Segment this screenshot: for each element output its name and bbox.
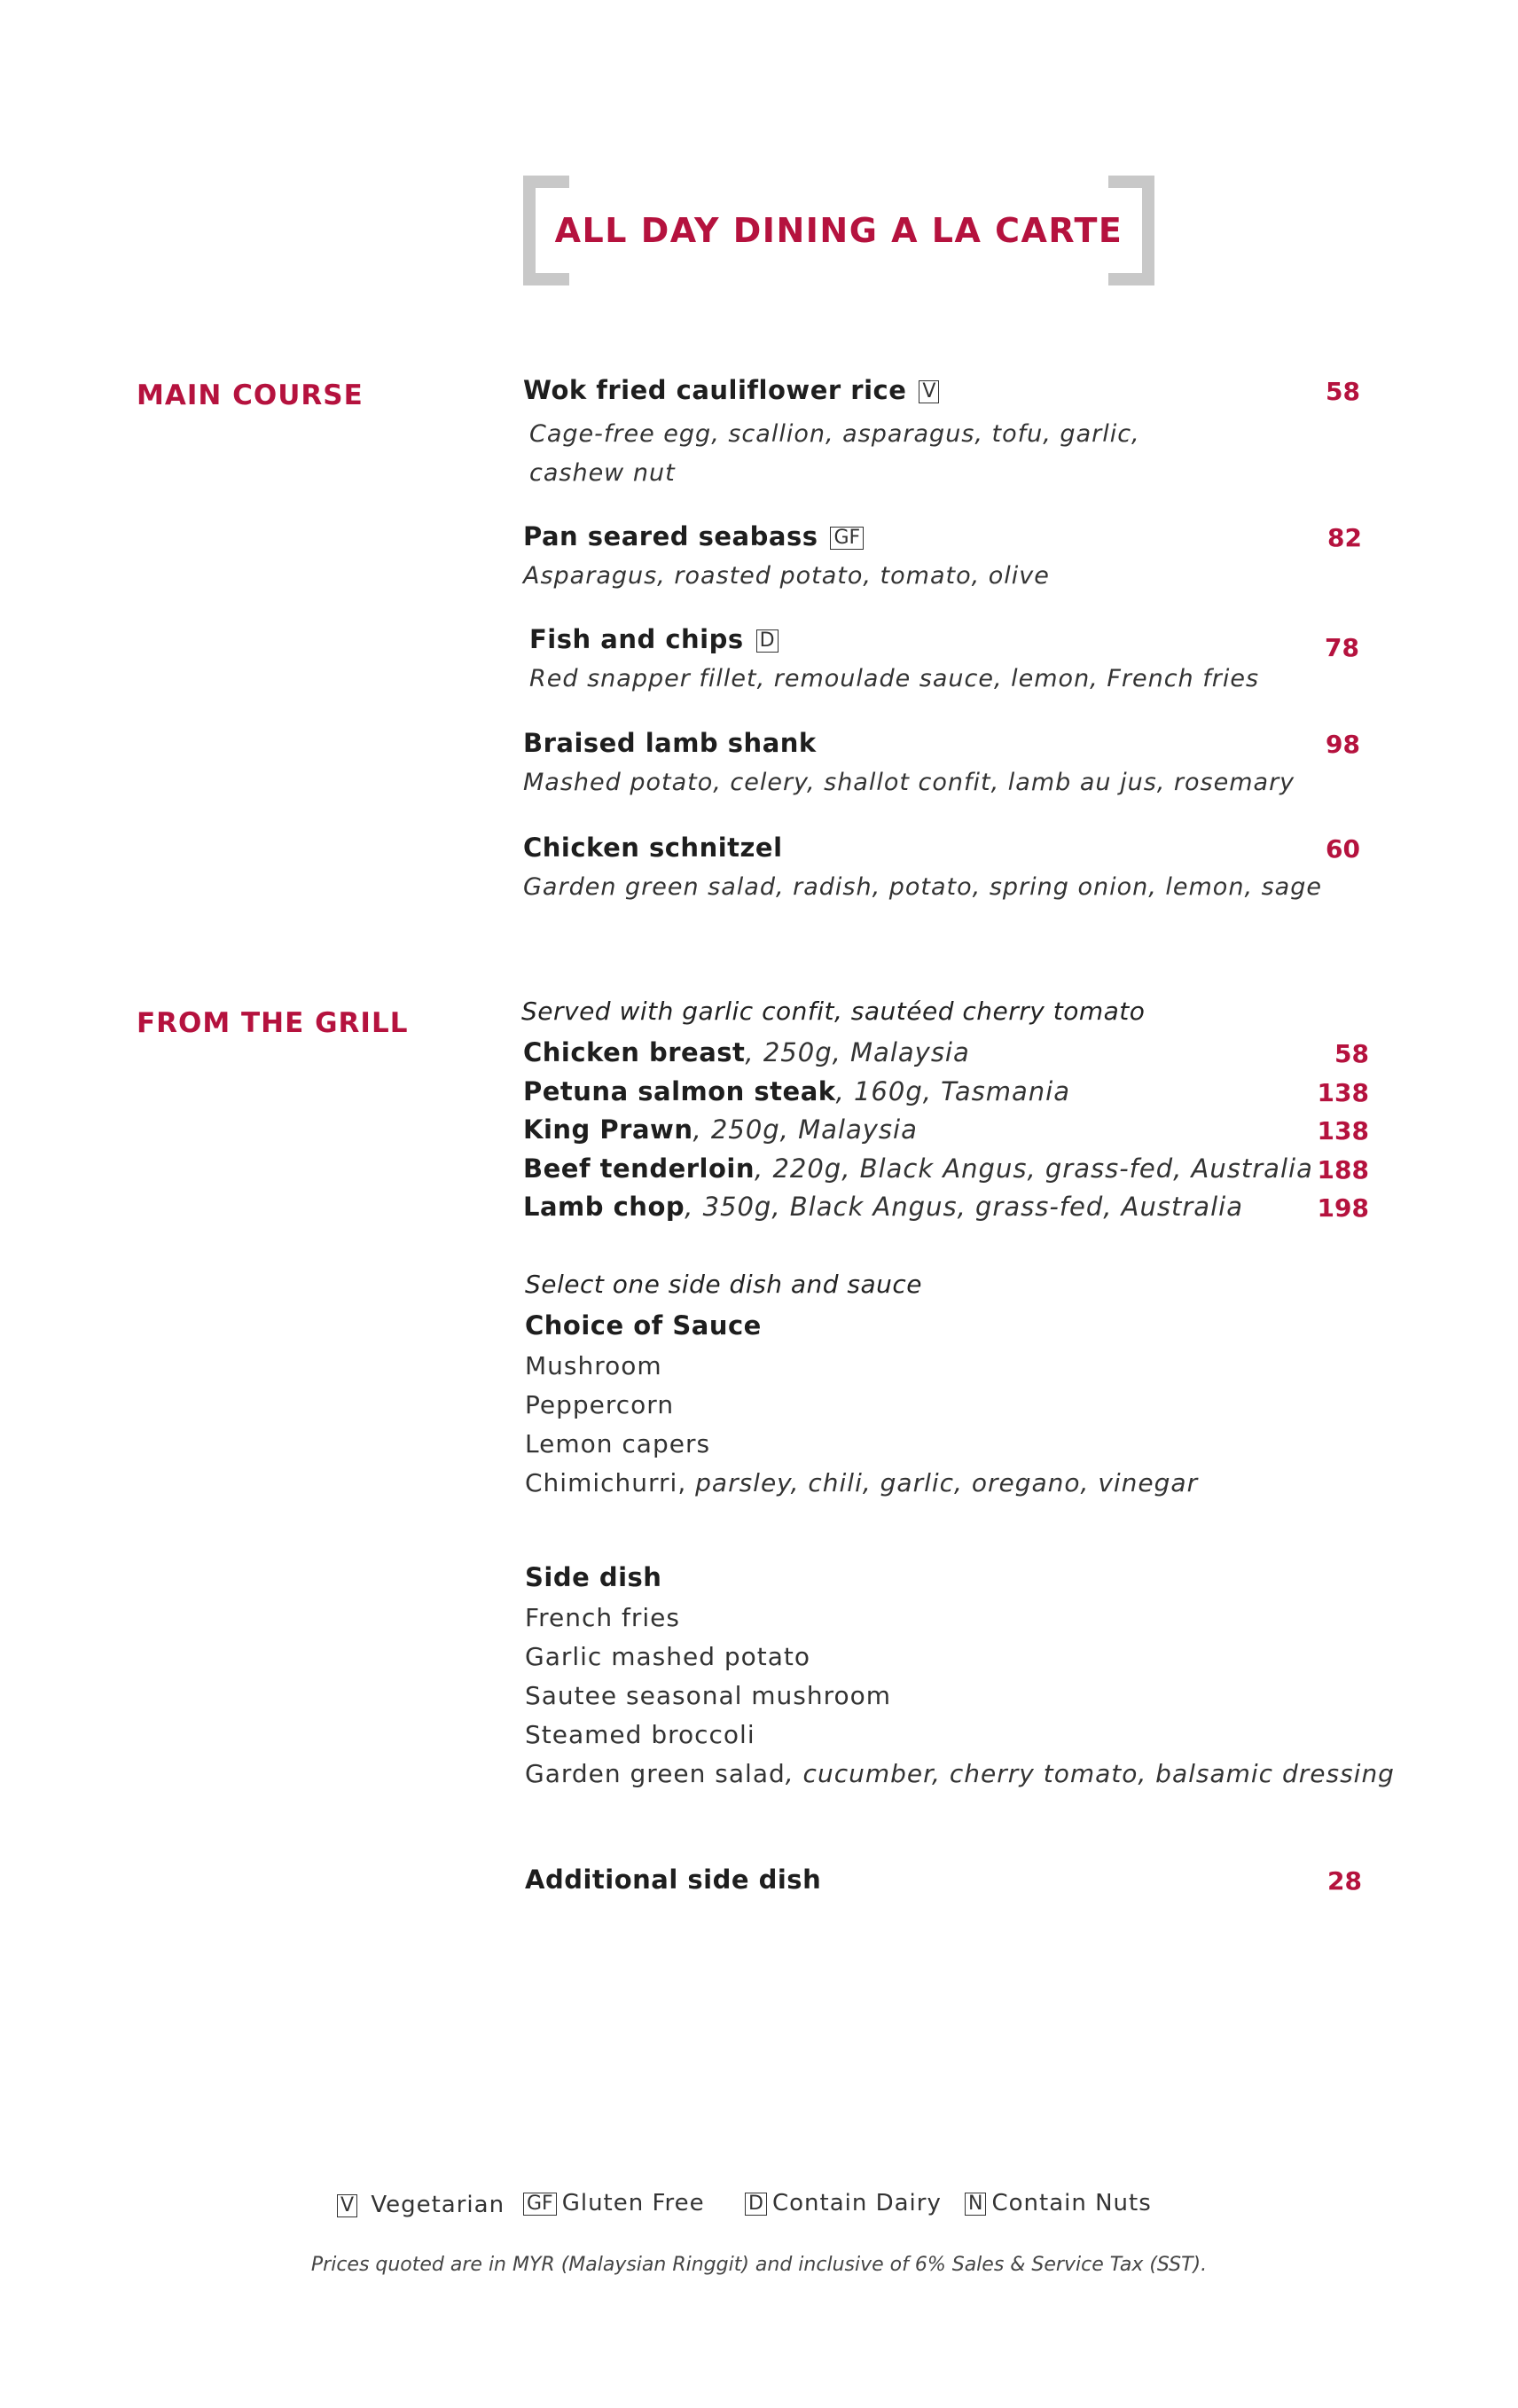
dairy-legend-icon: D bbox=[745, 2193, 767, 2216]
sauce-heading: Choice of Sauce bbox=[525, 1310, 762, 1341]
page-title: ALL DAY DINING A LA CARTE bbox=[554, 211, 1123, 250]
additional-side-dish-label: Additional side dish bbox=[525, 1865, 822, 1895]
dish-name: Fish and chips D bbox=[529, 624, 779, 654]
dish-name: Braised lamb shank bbox=[523, 728, 817, 758]
dairy-badge-icon: D bbox=[756, 629, 779, 653]
dish-description: Asparagus, roasted potato, tomato, olive bbox=[523, 562, 1050, 590]
dish-description: Red snapper fillet, remoulade sauce, lemon, French fries bbox=[529, 665, 1260, 692]
dish-price: 78 bbox=[1325, 633, 1359, 662]
dish-name: Chicken schnitzel bbox=[523, 833, 783, 863]
section-label-from-the-grill: FROM THE GRILL bbox=[137, 1007, 409, 1039]
price-footnote: Prices quoted are in MYR (Malaysian Ringgit) and inclusive of 6% Sales & Service Tax (SST). bbox=[310, 2254, 1208, 2276]
grill-price: 188 bbox=[1317, 1155, 1369, 1184]
gluten-free-legend-icon: GF bbox=[523, 2193, 557, 2216]
legend-contain-nuts: N Contain Nuts bbox=[965, 2190, 1152, 2216]
dish-name: Pan seared seabass GF bbox=[523, 521, 864, 551]
dish-description: Cage-free egg, scallion, asparagus, tofu, garlic, bbox=[529, 420, 1140, 448]
side-dish-option: Steamed broccoli bbox=[525, 1720, 755, 1749]
grill-item: Chicken breast, 250g, Malaysia bbox=[523, 1037, 970, 1067]
dish-price: 58 bbox=[1326, 377, 1360, 406]
dish-price: 60 bbox=[1326, 834, 1360, 864]
menu-title-block bbox=[523, 176, 1154, 285]
section-label-main-course: MAIN COURSE bbox=[137, 379, 364, 411]
dish-price: 82 bbox=[1327, 523, 1362, 552]
dish-price: 98 bbox=[1326, 730, 1360, 759]
dish-description: Mashed potato, celery, shallot confit, lamb au jus, rosemary bbox=[523, 769, 1295, 796]
side-dish-option: Garlic mashed potato bbox=[525, 1642, 811, 1671]
vegetarian-badge-icon: V bbox=[919, 380, 939, 403]
legend-contain-dairy: D Contain Dairy bbox=[745, 2190, 942, 2216]
dish-name: Wok fried cauliflower rice V bbox=[523, 375, 939, 405]
side-dish-heading: Side dish bbox=[525, 1562, 662, 1592]
side-dish-option: Sautee seasonal mushroom bbox=[525, 1681, 892, 1710]
vegetarian-legend-icon: V bbox=[337, 2194, 357, 2217]
grill-item: King Prawn, 250g, Malaysia bbox=[523, 1114, 918, 1145]
grill-price: 58 bbox=[1334, 1039, 1369, 1068]
grill-price: 138 bbox=[1317, 1116, 1369, 1145]
legend-gluten-free: GF Gluten Free bbox=[523, 2190, 705, 2216]
grill-item: Petuna salmon steak, 160g, Tasmania bbox=[523, 1076, 1070, 1106]
sauce-option: Chimichurri, parsley, chili, garlic, oregano, vinegar bbox=[525, 1468, 1199, 1497]
grill-price: 198 bbox=[1317, 1193, 1369, 1223]
sauce-option: Lemon capers bbox=[525, 1429, 711, 1458]
sauce-option: Mushroom bbox=[525, 1351, 662, 1380]
sauce-option: Peppercorn bbox=[525, 1390, 675, 1419]
grill-intro: Served with garlic confit, sautéed cherry tomato bbox=[521, 997, 1146, 1026]
nuts-legend-icon: N bbox=[965, 2193, 986, 2216]
dish-description: cashew nut bbox=[529, 459, 676, 487]
grill-item: Lamb chop, 350g, Black Angus, grass-fed, Australia bbox=[523, 1192, 1243, 1222]
additional-side-dish-price: 28 bbox=[1327, 1866, 1362, 1896]
legend-vegetarian: V Vegetarian bbox=[337, 2192, 505, 2218]
side-dish-option: Garden green salad, cucumber, cherry tomato, balsamic dressing bbox=[525, 1759, 1395, 1788]
dish-description: Garden green salad, radish, potato, spring onion, lemon, sage bbox=[523, 873, 1322, 901]
grill-price: 138 bbox=[1317, 1078, 1369, 1107]
gluten-free-badge-icon: GF bbox=[830, 527, 864, 550]
grill-item: Beef tenderloin, 220g, Black Angus, grass-fed, Australia bbox=[523, 1153, 1313, 1184]
side-dish-option: French fries bbox=[525, 1603, 680, 1632]
select-note: Select one side dish and sauce bbox=[525, 1270, 923, 1299]
